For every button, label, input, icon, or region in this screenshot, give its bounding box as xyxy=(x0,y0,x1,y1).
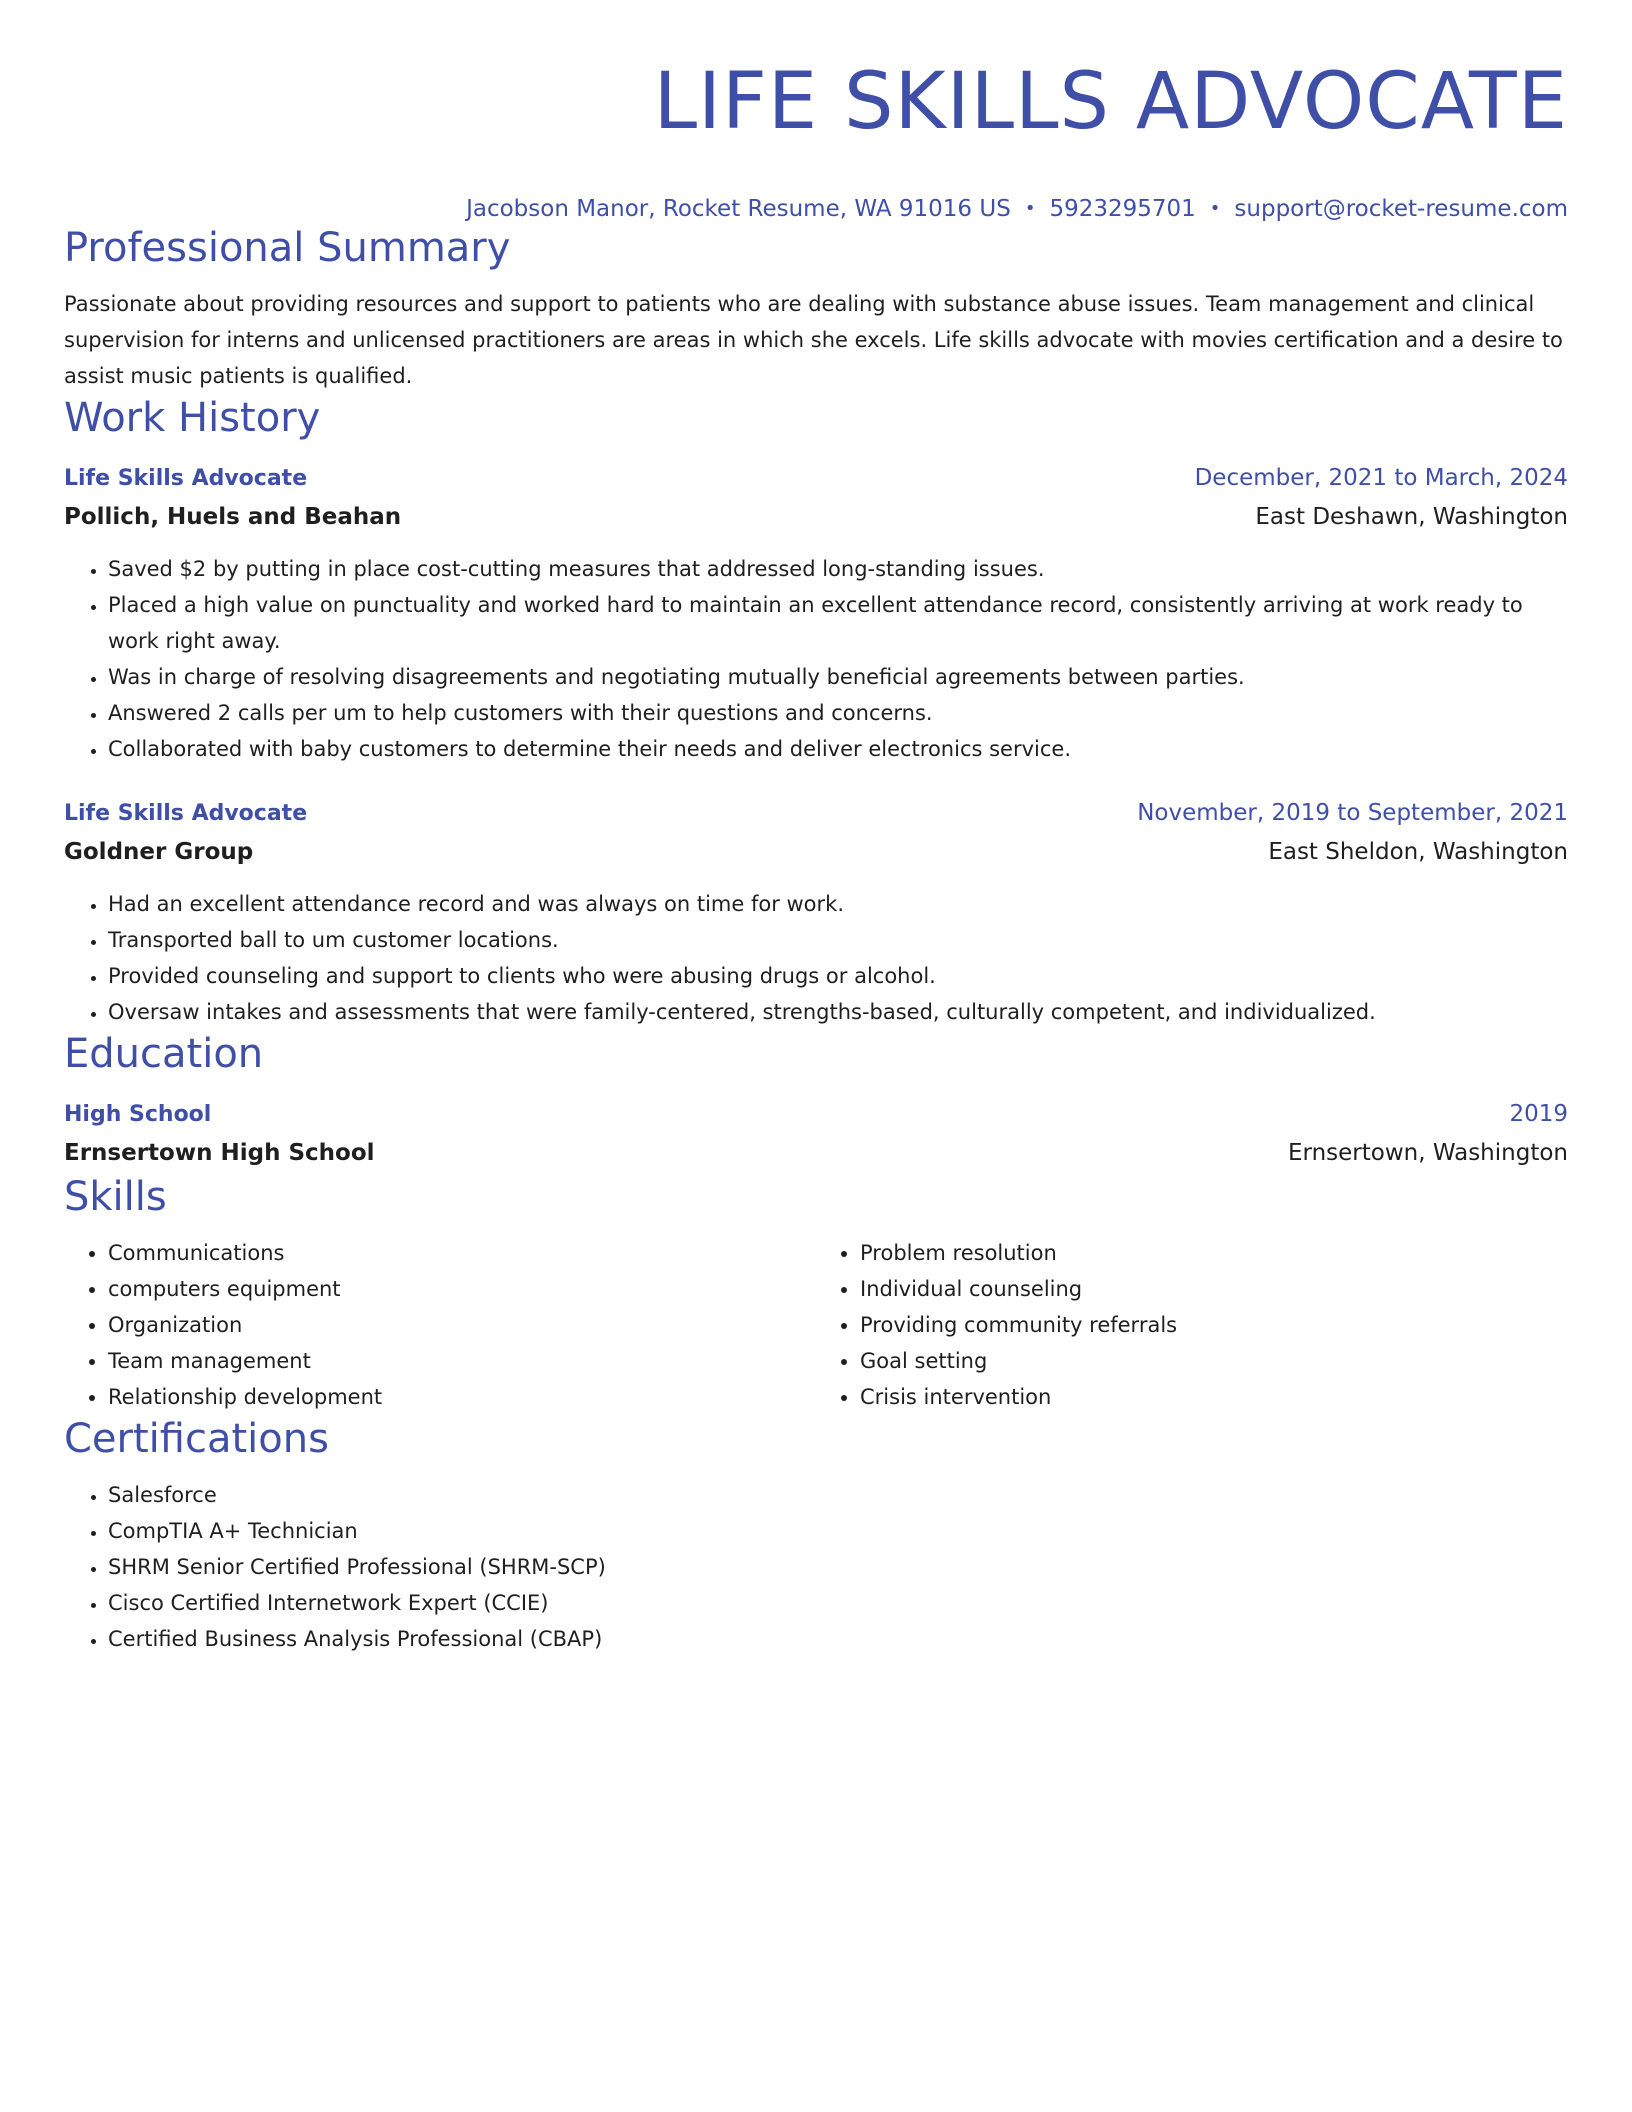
job-location: East Deshawn, Washington xyxy=(1255,504,1568,530)
certification-item: • Salesforce xyxy=(108,1477,1568,1513)
skills-column-right xyxy=(816,1235,1568,1415)
job-bullets xyxy=(64,551,1568,767)
job-entry xyxy=(64,460,1568,767)
summary-text: Passionate about providing resources and support to patients who are dealing with substance abuse issues. Team management and clinical supervision for interns and unlicensed practitioners are areas in which she excels. Life skills advocate with movies certification and a desire to assist music patients is qualified. xyxy=(64,292,1563,388)
skills-column-left xyxy=(64,1235,816,1415)
candidate-name: LIFE SKILLS ADVOCATE xyxy=(653,57,1568,147)
education-degree: High School xyxy=(64,1102,212,1127)
job-title: Life Skills Advocate xyxy=(64,801,308,826)
skill-item: • computers equipment xyxy=(108,1271,816,1307)
certification-item: • Certified Business Analysis Professional (CBAP) xyxy=(108,1621,1568,1657)
skill-item: • Problem resolution xyxy=(860,1235,1568,1271)
job-company: Goldner Group xyxy=(64,839,254,865)
skill-item: • Goal setting xyxy=(860,1343,1568,1379)
job-bullet: • Provided counseling and support to clients who were abusing drugs or alcohol. xyxy=(108,958,1568,994)
skill-item: • Relationship development xyxy=(108,1379,816,1415)
education-entry xyxy=(64,1096,1568,1173)
contact-line xyxy=(64,194,1568,224)
certification-item: • Cisco Certified Internetwork Expert (CCIE) xyxy=(108,1585,1568,1621)
education-location: Ernsertown, Washington xyxy=(1287,1140,1568,1166)
job-bullet: • Saved $2 by putting in place cost-cutting measures that addressed long-standing issues. xyxy=(108,551,1568,587)
work-history-heading: Work History xyxy=(64,395,321,441)
job-bullet: • Placed a high value on punctuality and worked hard to maintain an excellent attendance record, consistently arriving at work ready to work right away. xyxy=(108,587,1568,659)
contact-address: Jacobson Manor, Rocket Resume, WA 91016 US xyxy=(466,196,1011,222)
skills-heading: Skills xyxy=(64,1174,167,1220)
contact-email: support@rocket-resume.com xyxy=(1234,196,1568,222)
certifications-heading: Certifications xyxy=(64,1416,329,1462)
contact-separator: • xyxy=(1209,198,1221,219)
job-location: East Sheldon, Washington xyxy=(1268,839,1568,865)
skill-item: • Crisis intervention xyxy=(860,1379,1568,1415)
job-entry xyxy=(64,795,1568,1030)
job-bullet: • Collaborated with baby customers to determine their needs and deliver electronics service. xyxy=(108,731,1568,767)
skill-item: • Individual counseling xyxy=(860,1271,1568,1307)
job-title: Life Skills Advocate xyxy=(64,466,308,491)
certification-item: • CompTIA A+ Technician xyxy=(108,1513,1568,1549)
skill-item: • Team management xyxy=(108,1343,816,1379)
job-bullets xyxy=(64,886,1568,1030)
job-bullet: • Had an excellent attendance record and was always on time for work. xyxy=(108,886,1568,922)
job-dates: December, 2021 to March, 2024 xyxy=(1194,465,1568,491)
skills-list xyxy=(64,1235,1568,1415)
job-dates: November, 2019 to September, 2021 xyxy=(1137,800,1568,826)
certifications-list xyxy=(64,1477,1568,1657)
job-bullet: • Transported ball to um customer locations. xyxy=(108,922,1568,958)
education-school: Ernsertown High School xyxy=(64,1140,375,1166)
job-bullet: • Oversaw intakes and assessments that were family-centered, strengths-based, culturally competent, and individualized. xyxy=(108,994,1568,1030)
summary-heading: Professional Summary xyxy=(64,225,511,271)
certification-item: • SHRM Senior Certified Professional (SHRM-SCP) xyxy=(108,1549,1568,1585)
job-bullet: • Was in charge of resolving disagreements and negotiating mutually beneficial agreements between parties. xyxy=(108,659,1568,695)
skill-item: • Providing community referrals xyxy=(860,1307,1568,1343)
job-bullet: • Answered 2 calls per um to help customers with their questions and concerns. xyxy=(108,695,1568,731)
education-heading: Education xyxy=(64,1031,264,1077)
skill-item: • Organization xyxy=(108,1307,816,1343)
contact-separator: • xyxy=(1024,198,1036,219)
job-company: Pollich, Huels and Beahan xyxy=(64,504,402,530)
education-year: 2019 xyxy=(1509,1101,1568,1127)
skill-item: • Communications xyxy=(108,1235,816,1271)
contact-phone: 5923295701 xyxy=(1049,196,1196,222)
